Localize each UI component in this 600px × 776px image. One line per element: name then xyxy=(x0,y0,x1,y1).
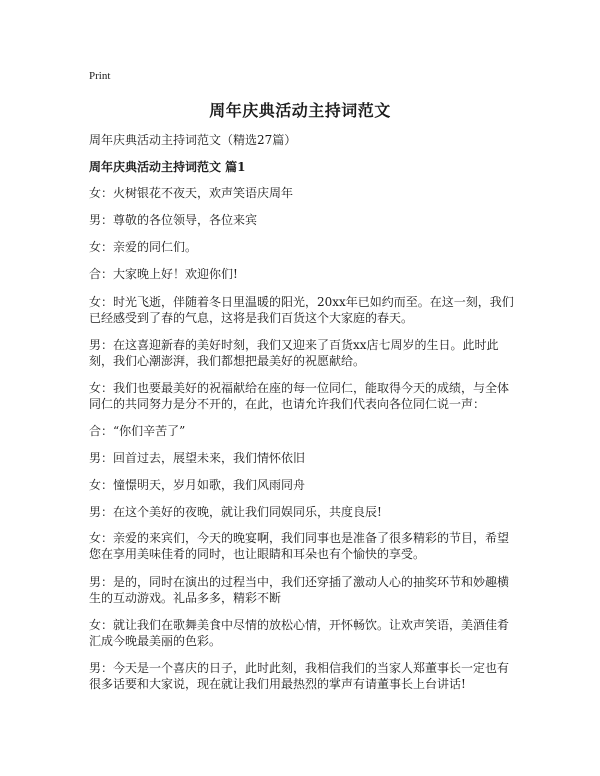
paragraph: 男：今天是一个喜庆的日子，此时此刻，我相信我们的当家人郑董事长一定也有很多话要和大家说，现在就让我们用最热烈的掌声有请董事长上台讲话! xyxy=(89,661,510,691)
paragraph: 合：大家晚上好！欢迎你们! xyxy=(89,267,238,281)
paragraph: 女：我们也要最美好的祝福献给在座的每一位同仁，能取得今天的成绩，与全体同仁的共同努力是分不开的，在此，也请允许我们代表向各位同仁说一声： xyxy=(89,381,510,411)
paragraph: 女：火树银花不夜天，欢声笑语庆周年 xyxy=(89,186,294,200)
paragraph: 女：亲爱的来宾们，今天的晚宴啊，我们同事也是准备了很多精彩的节目，希望您在享用美味佳肴的同时，也让眼睛和耳朵也有个愉快的享受。 xyxy=(89,531,510,561)
paragraph: 男：尊敬的各位领导，各位来宾 xyxy=(89,213,258,227)
document-subtitle: 周年庆典活动主持词范文（精选27篇） xyxy=(89,133,297,147)
paragraph: 合：“你们辛苦了” xyxy=(89,424,186,438)
paragraph: 女：时光飞逝，伴随着冬日里温暖的阳光，20xx年已如约而至。在这一刻，我们已经感受到了春的气息，这将是我们百货这个大家庭的春天。 xyxy=(89,295,514,325)
paragraph: 男：回首过去，展望未来，我们情怀依旧 xyxy=(89,451,306,465)
paragraph: 男：在这喜迎新春的美好时刻，我们又迎来了百货xx店七周岁的生日。此时此刻，我们心潮澎湃，我们都想把最美好的祝愿献给。 xyxy=(89,338,499,368)
print-link[interactable]: Print xyxy=(89,70,111,82)
paragraph: 女：就让我们在歌舞美食中尽情的放松心情，开怀畅饮。让欢声笑语，美酒佳肴汇成今晚最美丽的色彩。 xyxy=(89,618,510,648)
paragraph: 女：憧憬明天，岁月如歌，我们风雨同舟 xyxy=(89,478,306,492)
paragraph: 男：在这个美好的夜晚，就让我们同娱同乐，共度良辰! xyxy=(89,505,382,519)
paragraph: 女：亲爱的同仁们。 xyxy=(89,240,198,254)
section-heading: 周年庆典活动主持词范文 篇1 xyxy=(89,160,246,174)
document-title: 周年庆典活动主持词范文 xyxy=(209,101,391,120)
paragraph: 男：是的，同时在演出的过程当中，我们还穿插了激动人心的抽奖环节和妙趣横生的互动游戏。礼品多多，精彩不断 xyxy=(89,575,510,605)
